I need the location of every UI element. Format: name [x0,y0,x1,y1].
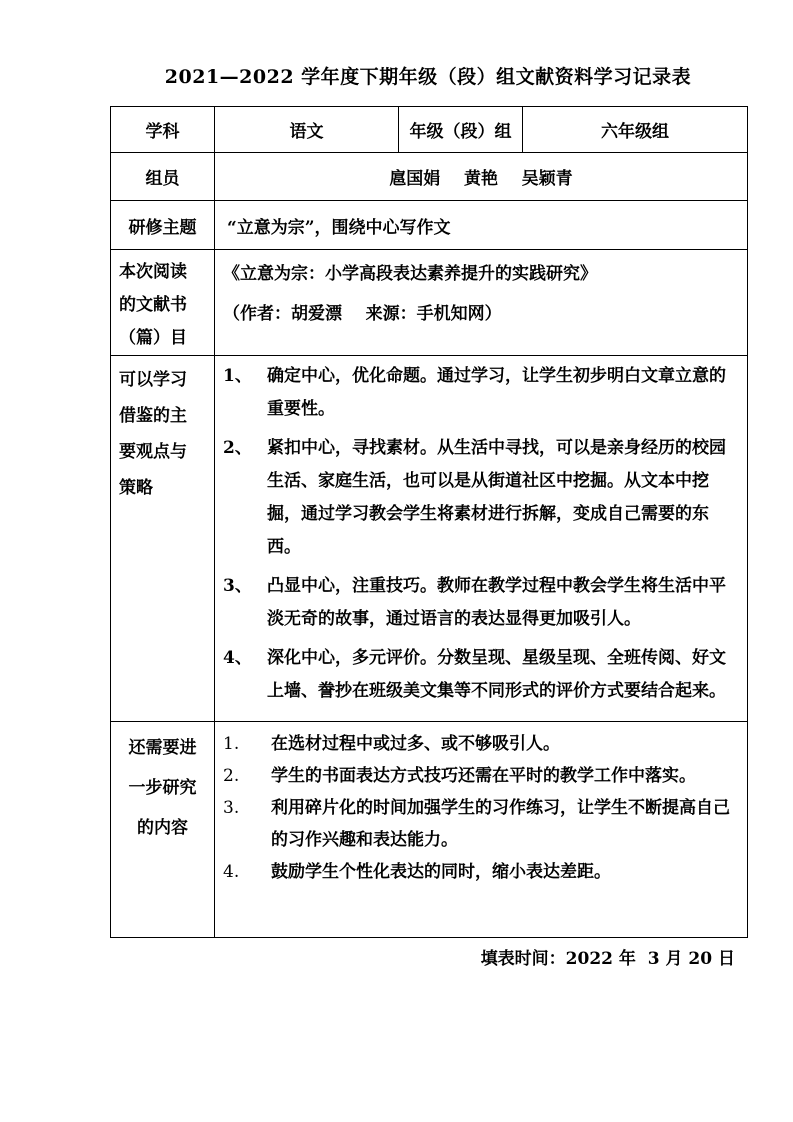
record-table [110,106,748,938]
item-number: 2、 [223,438,252,458]
learn-label [111,356,215,722]
topic-value: “立意为宗”，围绕中心写作文 [215,201,748,250]
grade-label: 年级（段）组 [399,107,523,153]
item-text: 深化中心，多元评价。分数呈现、星级呈现、全班传阅、好文上墙、誊抄在班级美文集等不同形式的评价方式要结合起来。 [267,648,726,701]
learn-list [215,356,748,722]
list-item [223,642,741,708]
reading-label-line1: 本次阅读 [119,262,187,282]
reading-label-line2: 的文献书 [119,295,187,315]
learn-label-line2: 借鉴的主 [119,406,187,426]
further-label-line1: 还需要进 [128,738,197,758]
reading-title: 《立意为宗：小学高段表达素养提升的实践研究》 [223,264,597,284]
further-list [215,722,748,938]
item-text: 利用碎片化的时间加强学生的习作练习，让学生不断提高自己的习作兴趣和表达能力。 [271,798,730,850]
learn-row [111,356,748,722]
page-title: 2021—2022 学年度下期年级（段）组文献资料学习记录表 [164,66,692,88]
item-text: 在选材过程中或过多、或不够吸引人。 [271,734,560,754]
members-row [111,153,748,201]
topic-label: 研修主题 [111,201,215,250]
item-text: 紧扣中心，寻找素材。从生活中寻找，可以是亲身经历的校园生活、家庭生活，也可以是从街道社区中挖掘。从文本中挖掘，通过学习教会学生将素材进行拆解，变成自己需要的东西。 [267,438,726,557]
subject-row [111,107,748,153]
grade-value: 六年级组 [523,107,748,153]
learn-label-line4: 策略 [119,478,153,498]
list-item [223,432,741,564]
item-number: 1、 [223,366,252,386]
subject-label: 学科 [111,107,215,153]
further-label [111,722,215,938]
members-value: 扈国娟 黄艳 吴颖青 [215,153,748,201]
item-number: 2. [223,766,240,786]
list-item [223,570,741,636]
fill-date: 填表时间：2022 年 3 月 20 日 [480,949,735,969]
list-item [223,728,741,760]
item-text: 确定中心，优化命题。通过学习，让学生初步明白文章立意的重要性。 [267,366,726,419]
list-item [223,760,741,792]
list-item [223,360,741,426]
reading-label-line3: （篇）目 [119,328,187,348]
further-label-line3: 的内容 [137,818,188,838]
reading-label [111,250,215,356]
learn-label-line3: 要观点与 [119,442,187,462]
item-number: 1. [223,734,240,754]
list-item [223,856,741,888]
item-number: 4、 [223,648,252,668]
reading-row [111,250,748,356]
item-number: 4. [223,862,240,882]
item-number: 3、 [223,576,252,596]
reading-source: （作者：胡爱漂 来源：手机知网） [223,304,502,324]
topic-row [111,201,748,250]
reading-value [215,250,748,356]
members-label: 组员 [111,153,215,201]
subject-value: 语文 [215,107,399,153]
learn-label-line1: 可以学习 [119,370,187,390]
item-number: 3. [223,798,240,818]
further-label-line2: 一步研究 [128,778,197,798]
further-row [111,722,748,938]
list-item [223,792,741,856]
item-text: 凸显中心，注重技巧。教师在教学过程中教会学生将生活中平淡无奇的故事，通过语言的表达显得更加吸引人。 [267,576,726,629]
item-text: 鼓励学生个性化表达的同时，缩小表达差距。 [271,862,611,882]
item-text: 学生的书面表达方式技巧还需在平时的教学工作中落实。 [271,766,696,786]
